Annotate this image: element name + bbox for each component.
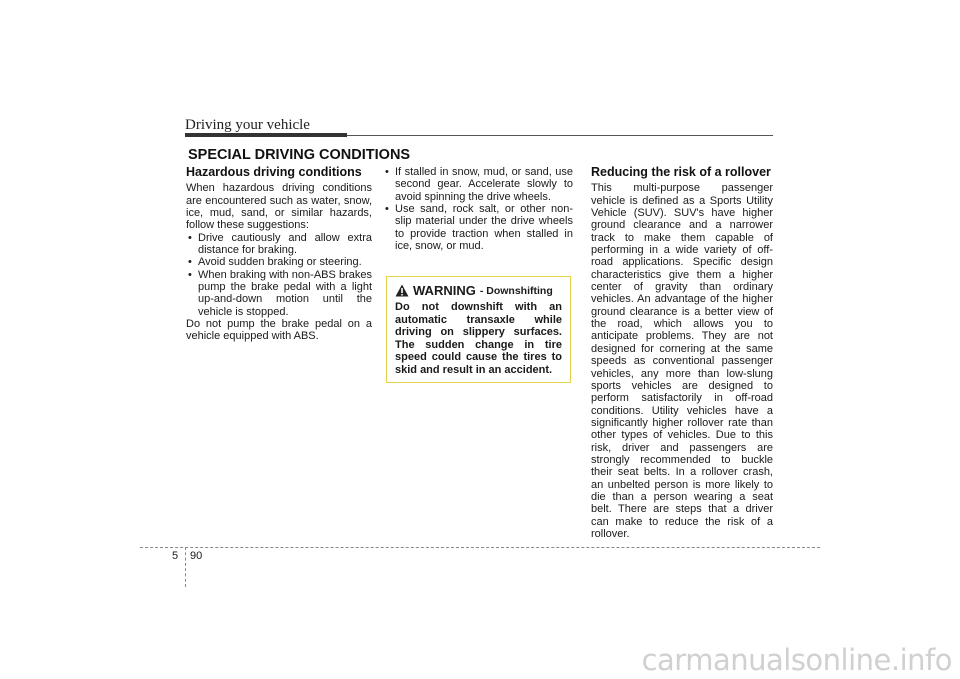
column-rollover	[591, 166, 773, 540]
list-item: • Avoid sudden braking or steering.	[186, 256, 372, 268]
column-stalled-tips	[383, 166, 573, 252]
list-item: • Drive cautiously and allow extra distance for braking.	[186, 232, 372, 257]
hazardous-driving-heading: Hazardous driving conditions	[186, 165, 362, 179]
warning-subtitle: - Downshifting	[479, 284, 553, 297]
list-item: • When braking with non-ABS brakes pump the brake pedal with a light up-and-down motion until the vehicle is stopped.	[186, 269, 372, 318]
header-rule-thin	[347, 135, 773, 136]
warning-body: Do not downshift with an automatic transaxle while driving on slippery surfaces. The sudden change in tire speed could cause the tires to skid and result in an accident.	[395, 301, 562, 376]
section-number: 5	[172, 550, 179, 562]
hazardous-driving-list	[186, 232, 372, 318]
footer-divider	[185, 547, 186, 587]
warning-header	[395, 283, 562, 298]
column-hazardous-driving	[186, 166, 372, 343]
warning-title: WARNING	[413, 283, 476, 298]
list-item: • Use sand, rock salt, or other non-slip material under the drive wheels to provide traction when stalled in ice, snow, or mud.	[383, 203, 573, 252]
page-number: 90	[190, 550, 203, 562]
footer-rule	[140, 547, 820, 548]
warning-box	[386, 276, 571, 383]
hazardous-driving-intro: When hazardous driving conditions are encountered such as water, snow, ice, mud, sand, or similar hazards, follow these suggestions:	[186, 182, 372, 232]
rollover-body: This multi-purpose passenger vehicle is defined as a Sports Utility Vehicle (SUV). SUV's have higher ground clearance and a narrower track to make them capable of performing in a wide variety of off-road applications. Specific design characteristics give them a higher center of gravity than ordinary vehicles. An advantage of the higher ground clearance is a better view of the road, which allows you to anticipate problems. They are not designed for cornering at the same speeds as conventional passenger vehicles, any more than low-slung sports vehicles are designed to perform satisfactorily in off-road conditions. Utility vehicles have a significantly higher rollover rate than other types of vehicles. Due to this risk, driver and passengers are strongly recommended to buckle their seat belts. In a rollover crash, an unbelted person is more likely to die than a person wearing a seat belt. There are steps that a driver can make to reduce the risk of a rollover.	[591, 182, 773, 540]
page-header-title: Driving your vehicle	[185, 117, 310, 133]
watermark: carmanualsonline.info	[641, 643, 952, 677]
abs-note: Do not pump the brake pedal on a vehicle equipped with ABS.	[186, 318, 372, 343]
header-rule-thick	[185, 133, 347, 137]
rollover-heading: Reducing the risk of a rollover	[591, 165, 771, 179]
stalled-tips-list	[383, 166, 573, 252]
list-item: • If stalled in snow, mud, or sand, use second gear. Accelerate slowly to avoid spinning the drive wheels.	[383, 166, 573, 203]
warning-triangle-icon	[395, 284, 409, 297]
section-title: SPECIAL DRIVING CONDITIONS	[188, 147, 411, 163]
